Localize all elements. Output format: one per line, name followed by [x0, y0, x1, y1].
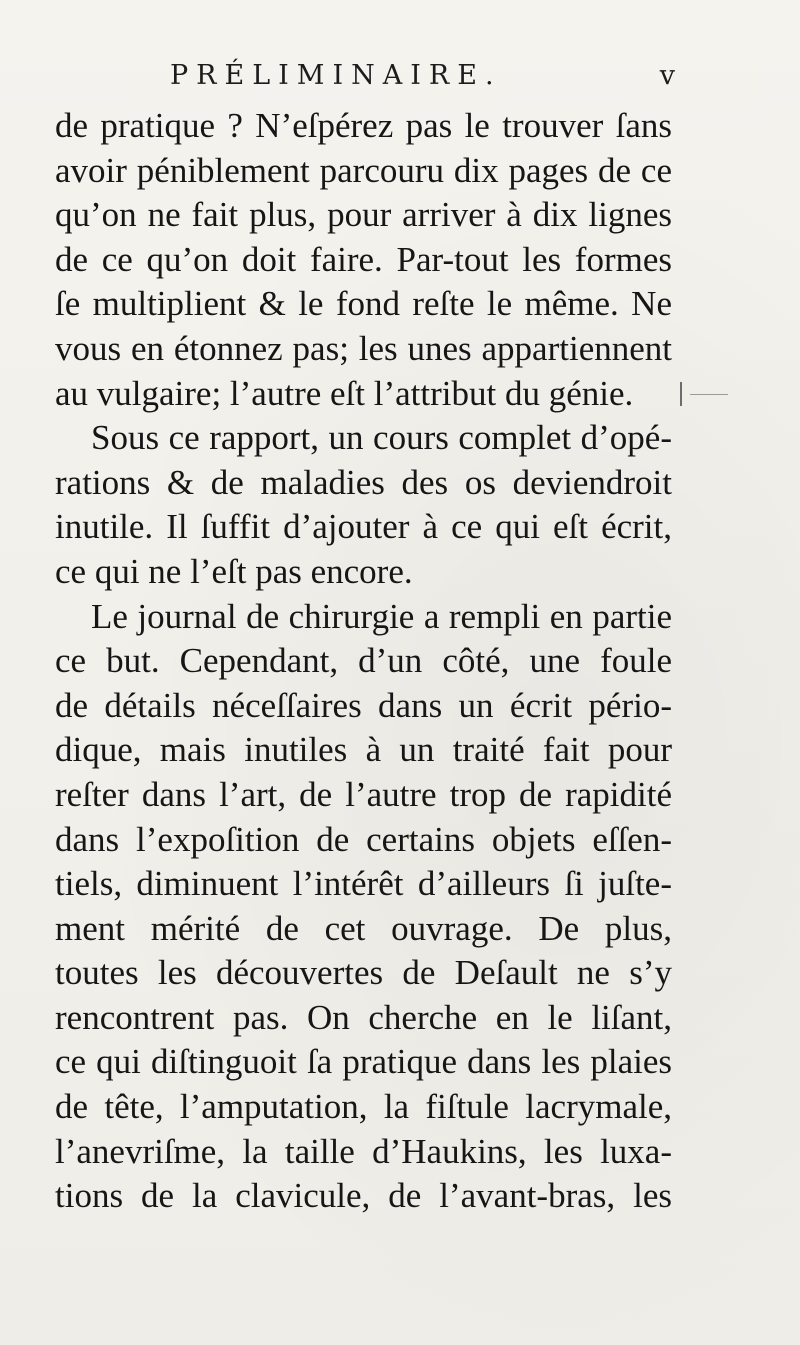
text-line: tions de la clavicule, de l’avant-bras, les — [55, 1176, 672, 1216]
text-line: l’anevriſme, la taille d’Haukins, les luxa- — [55, 1131, 672, 1171]
text-line: ce but. Cependant, d’un côté, une foule — [55, 641, 672, 681]
text-line: de ce qu’on doit faire. Par-tout les formes — [55, 239, 672, 279]
text-line: ment mérité de cet ouvrage. De plus, — [55, 908, 672, 948]
text-line: reſter dans l’art, de l’autre trop de rapidité — [55, 774, 672, 814]
running-head — [60, 60, 675, 100]
margin-mark-bar — [680, 382, 682, 406]
margin-mark-dash — [690, 394, 728, 395]
text-line: dans l’expoſition de certains objets eſſen- — [55, 819, 672, 859]
text-line: de pratique ? N’eſpérez pas le trouver ſans — [55, 106, 672, 145]
text-line: rencontrent pas. On cherche en le liſant, — [55, 997, 672, 1037]
page-number: v — [659, 60, 675, 91]
text-line: au vulgaire; l’autre eſt l’attribut du génie. — [55, 373, 634, 413]
paragraph-start-line: Sous ce rapport, un cours complet d’opé- — [91, 418, 672, 458]
body-text — [55, 104, 672, 1219]
text-line: ce qui ne l’eſt pas encore. — [55, 551, 413, 591]
text-line: ce qui diſtinguoit ſa pratique dans les plaies — [55, 1042, 672, 1082]
text-line: inutile. Il ſuffit d’ajouter à ce qui eſt écrit, — [55, 507, 672, 547]
text-line: vous en étonnez pas; les unes appartiennent — [55, 328, 672, 368]
text-line: toutes les découvertes de Deſault ne s’y — [55, 953, 672, 993]
text-line: rations & de maladies des os deviendroit — [55, 462, 672, 502]
text-line: de tête, l’amputation, la fiſtule lacrymale, — [55, 1087, 672, 1127]
text-line: qu’on ne fait plus, pour arriver à dix lignes — [55, 195, 672, 235]
text-line: tiels, diminuent l’intérêt d’ailleurs ſi juſte- — [55, 864, 672, 904]
text-line: ſe multiplient & le fond reſte le même. Ne — [55, 284, 672, 324]
running-title: PRÉLIMINAIRE. — [170, 60, 502, 91]
text-line: dique, mais inutiles à un traité fait pour — [55, 730, 672, 770]
paragraph-start-line: Le journal de chirurgie a rempli en partie — [91, 596, 672, 636]
margin-pencil-mark — [676, 382, 736, 406]
text-line: avoir péniblement parcouru dix pages de ce — [55, 150, 672, 190]
text-line: de détails néceſſaires dans un écrit pério- — [55, 685, 672, 725]
